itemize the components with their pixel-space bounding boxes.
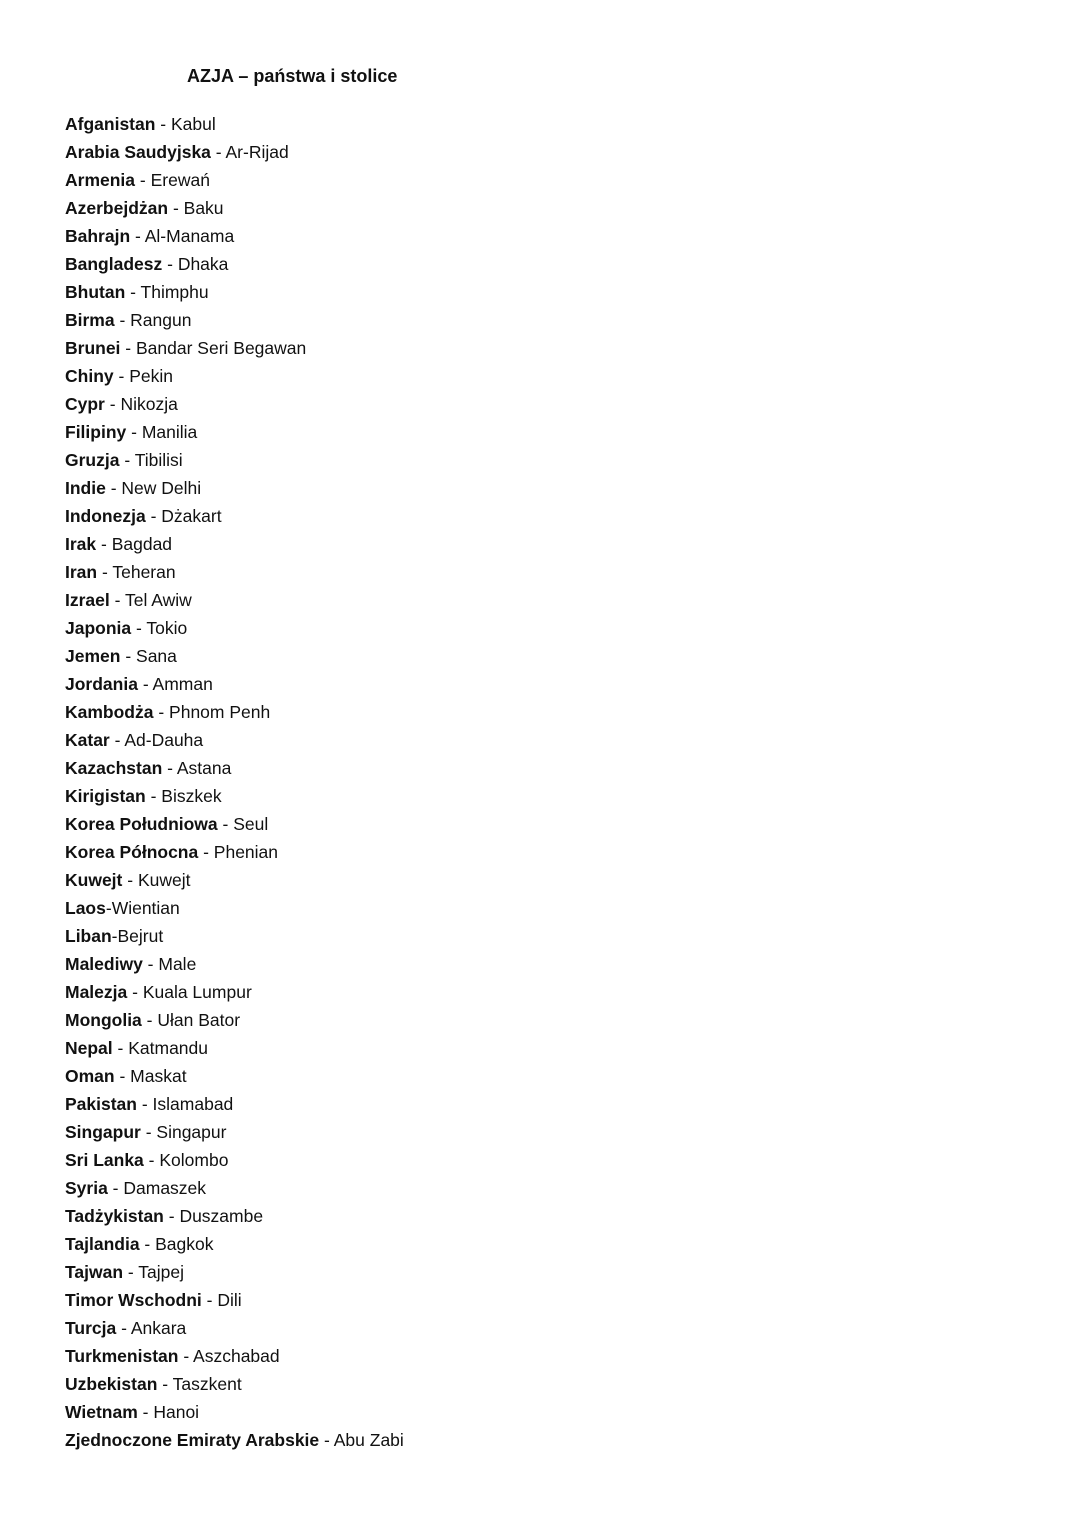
capital-name: Biszkek: [161, 786, 222, 806]
page-title: AZJA – państwa i stolice: [187, 66, 398, 86]
country-name: Kazachstan: [65, 758, 163, 778]
separator: -: [96, 534, 112, 554]
capital-name: Ułan Bator: [157, 1010, 241, 1030]
list-item: [65, 1092, 404, 1120]
capital-name: Hanoi: [153, 1402, 200, 1422]
separator: -: [112, 1038, 129, 1058]
separator: -: [120, 338, 136, 358]
separator: -: [116, 1318, 131, 1338]
country-name: Malezja: [65, 982, 128, 1002]
country-name: Malediwy: [65, 954, 143, 974]
capital-name: Bandar Seri Begawan: [136, 338, 307, 358]
country-name: Irak: [65, 534, 97, 554]
separator: -: [127, 982, 143, 1002]
country-list: [65, 112, 404, 1456]
list-item: [65, 532, 404, 560]
list-item: [65, 224, 404, 252]
list-item: [65, 868, 404, 896]
separator: -: [319, 1430, 334, 1450]
list-item: [65, 1232, 404, 1260]
country-name: Turcja: [65, 1318, 117, 1338]
country-name: Oman: [65, 1066, 115, 1086]
list-item: [65, 1288, 404, 1316]
capital-name: Bagdad: [111, 534, 173, 554]
separator: -: [145, 506, 162, 526]
list-item: [65, 1260, 404, 1288]
list-item: [65, 756, 404, 784]
separator: -: [114, 310, 131, 330]
capital-name: Ankara: [130, 1318, 187, 1338]
separator: -: [137, 1402, 154, 1422]
country-name: Armenia: [65, 170, 136, 190]
separator: -: [143, 1150, 160, 1170]
capital-name: Baku: [183, 198, 224, 218]
capital-name: Kuala Lumpur: [142, 982, 252, 1002]
country-name: Izrael: [65, 590, 110, 610]
list-item: [65, 504, 404, 532]
capital-name: Al-Manama: [144, 226, 235, 246]
country-name: Chiny: [65, 366, 114, 386]
separator: -: [162, 758, 177, 778]
list-item: [65, 476, 404, 504]
list-item: [65, 644, 404, 672]
list-item: [65, 952, 404, 980]
country-name: Indonezja: [65, 506, 146, 526]
separator: -: [141, 1010, 158, 1030]
country-name: Kuwejt: [65, 870, 123, 890]
list-item: [65, 784, 404, 812]
capital-name: Duszambe: [179, 1206, 264, 1226]
capital-name: Maskat: [130, 1066, 187, 1086]
list-item: [65, 252, 404, 280]
list-item: [65, 1316, 404, 1344]
country-name: Bhutan: [65, 282, 126, 302]
capital-name: Kuwejt: [137, 870, 191, 890]
capital-name: Phnom Penh: [169, 702, 271, 722]
capital-name: Teheran: [112, 562, 176, 582]
country-name: Laos: [65, 898, 106, 918]
list-item: [65, 616, 404, 644]
list-item: [65, 1064, 404, 1092]
separator: -: [198, 842, 214, 862]
capital-name: Male: [158, 954, 197, 974]
country-name: Japonia: [65, 618, 132, 638]
capital-name: Kolombo: [159, 1150, 229, 1170]
country-name: Jemen: [65, 646, 121, 666]
country-name: Turkmenistan: [65, 1346, 179, 1366]
capital-name: Astana: [176, 758, 232, 778]
country-name: Singapur: [65, 1122, 141, 1142]
country-name: Filipiny: [65, 422, 127, 442]
list-item: [65, 420, 404, 448]
separator: -: [140, 1122, 157, 1142]
separator: -: [131, 618, 147, 638]
capital-name: Nikozja: [120, 394, 178, 414]
country-name: Pakistan: [65, 1094, 137, 1114]
country-name: Indie: [65, 478, 106, 498]
separator: -: [163, 1206, 180, 1226]
separator: -: [178, 1346, 194, 1366]
list-item: [65, 364, 404, 392]
country-name: Timor Wschodni: [65, 1290, 202, 1310]
separator: -: [142, 954, 159, 974]
capital-name: Katmandu: [128, 1038, 208, 1058]
list-item: [65, 140, 404, 168]
country-name: Uzbekistan: [65, 1374, 158, 1394]
country-name: Sri Lanka: [65, 1150, 144, 1170]
separator: -: [114, 1066, 131, 1086]
separator: -: [97, 562, 113, 582]
separator: -: [135, 170, 151, 190]
capital-name: Rangun: [130, 310, 192, 330]
capital-name: Wientian: [111, 898, 180, 918]
separator: -: [130, 226, 145, 246]
list-item: [65, 392, 404, 420]
separator: -: [201, 1290, 218, 1310]
list-item: [65, 1008, 404, 1036]
capital-name: New Delhi: [121, 478, 202, 498]
country-name: Tajlandia: [65, 1234, 140, 1254]
capital-name: Pekin: [129, 366, 173, 386]
separator: -: [210, 142, 226, 162]
country-name: Korea Południowa: [65, 814, 218, 834]
separator: -: [111, 926, 118, 946]
country-name: Bangladesz: [65, 254, 163, 274]
country-name: Nepal: [65, 1038, 113, 1058]
list-item: [65, 728, 404, 756]
list-item: [65, 1344, 404, 1372]
list-item: [65, 1036, 404, 1064]
list-item: [65, 1204, 404, 1232]
separator: -: [105, 478, 122, 498]
list-item: [65, 560, 404, 588]
capital-name: Tajpej: [138, 1262, 185, 1282]
capital-name: Bagkok: [155, 1234, 214, 1254]
separator: -: [126, 422, 142, 442]
list-item: [65, 924, 404, 952]
capital-name: Dżakart: [161, 506, 222, 526]
country-name: Brunei: [65, 338, 121, 358]
separator: -: [145, 786, 162, 806]
separator: -: [137, 674, 153, 694]
capital-name: Ar-Rijad: [225, 142, 289, 162]
separator: -: [105, 898, 112, 918]
country-name: Katar: [65, 730, 110, 750]
capital-name: Damaszek: [123, 1178, 207, 1198]
capital-name: Abu Zabi: [333, 1430, 404, 1450]
separator: -: [168, 198, 184, 218]
separator: -: [153, 702, 170, 722]
list-item: [65, 1120, 404, 1148]
capital-name: Aszchabad: [193, 1346, 280, 1366]
list-item: [65, 168, 404, 196]
country-name: Arabia Saudyjska: [65, 142, 211, 162]
list-item: [65, 308, 404, 336]
country-name: Wietnam: [65, 1402, 138, 1422]
country-name: Kambodża: [65, 702, 154, 722]
separator: -: [125, 282, 141, 302]
capital-name: Manilia: [141, 422, 198, 442]
list-item: [65, 1148, 404, 1176]
country-name: Tajwan: [65, 1262, 124, 1282]
capital-name: Taszkent: [172, 1374, 242, 1394]
country-name: Tadżykistan: [65, 1206, 164, 1226]
country-name: Jordania: [65, 674, 138, 694]
capital-name: Tel Awiw: [125, 590, 192, 610]
country-name: Iran: [65, 562, 98, 582]
list-item: [65, 112, 404, 140]
capital-name: Seul: [233, 814, 269, 834]
capital-name: Tokio: [146, 618, 188, 638]
separator: -: [122, 870, 138, 890]
country-name: Zjednoczone Emiraty Arabskie: [65, 1430, 320, 1450]
capital-name: Singapur: [156, 1122, 227, 1142]
separator: -: [107, 1178, 124, 1198]
capital-name: Thimphu: [140, 282, 209, 302]
capital-name: Phenian: [213, 842, 279, 862]
capital-name: Dhaka: [177, 254, 229, 274]
separator: -: [157, 1374, 173, 1394]
list-item: [65, 980, 404, 1008]
capital-name: Erewań: [150, 170, 210, 190]
separator: -: [139, 1234, 156, 1254]
list-item: [65, 588, 404, 616]
separator: -: [104, 394, 121, 414]
list-item: [65, 1176, 404, 1204]
list-item: [65, 196, 404, 224]
list-item: [65, 672, 404, 700]
country-name: Liban: [65, 926, 112, 946]
separator: -: [109, 590, 125, 610]
country-name: Kirigistan: [65, 786, 146, 806]
capital-name: Kabul: [171, 114, 216, 134]
list-item: [65, 448, 404, 476]
country-name: Gruzja: [65, 450, 120, 470]
list-item: [65, 896, 404, 924]
separator: -: [119, 450, 135, 470]
separator: -: [136, 1094, 153, 1114]
country-name: Syria: [65, 1178, 108, 1198]
country-name: Mongolia: [65, 1010, 142, 1030]
country-name: Bahrajn: [65, 226, 131, 246]
country-name: Afganistan: [65, 114, 156, 134]
capital-name: Tibilisi: [134, 450, 183, 470]
separator: -: [162, 254, 178, 274]
capital-name: Dili: [217, 1290, 242, 1310]
capital-name: Islamabad: [152, 1094, 234, 1114]
separator: -: [123, 1262, 139, 1282]
country-name: Cypr: [65, 394, 105, 414]
separator: -: [120, 646, 137, 666]
separator: -: [109, 730, 125, 750]
separator: -: [217, 814, 234, 834]
list-item: [65, 812, 404, 840]
list-item: [65, 280, 404, 308]
country-name: Korea Północna: [65, 842, 199, 862]
list-item: [65, 840, 404, 868]
separator: -: [155, 114, 171, 134]
list-item: [65, 700, 404, 728]
capital-name: Amman: [152, 674, 213, 694]
list-item: [65, 1400, 404, 1428]
country-name: Azerbejdżan: [65, 198, 169, 218]
separator: -: [113, 366, 130, 386]
capital-name: Ad-Dauha: [124, 730, 204, 750]
capital-name: Bejrut: [117, 926, 164, 946]
capital-name: Sana: [136, 646, 177, 666]
list-item: [65, 1372, 404, 1400]
list-item: [65, 1428, 404, 1456]
list-item: [65, 336, 404, 364]
country-name: Birma: [65, 310, 115, 330]
